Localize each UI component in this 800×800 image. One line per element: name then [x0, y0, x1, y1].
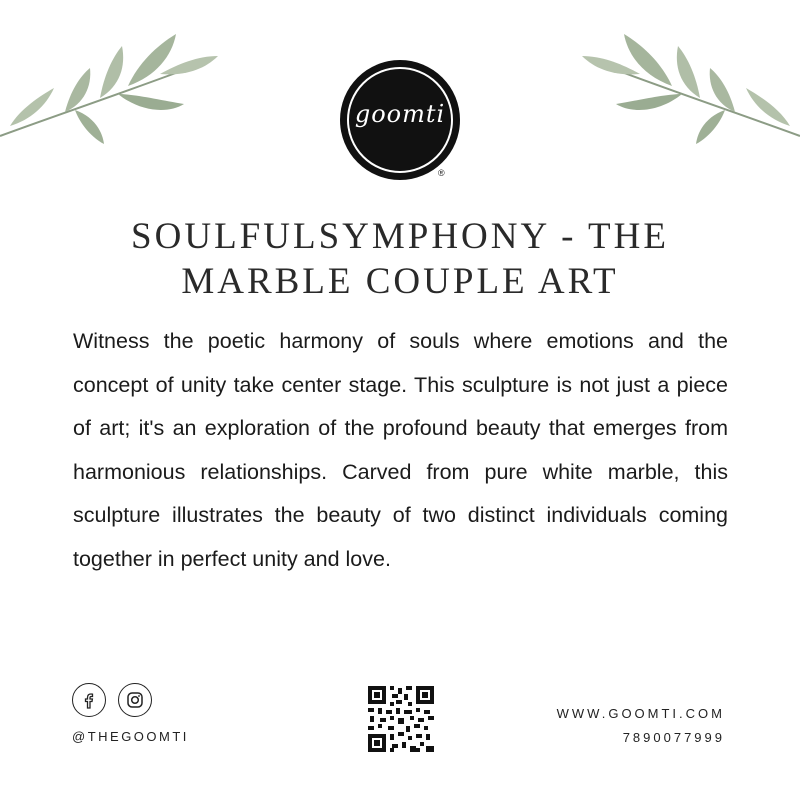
brand-logo [340, 60, 460, 180]
facebook-icon [81, 691, 97, 709]
leaf-branch-left [0, 14, 230, 154]
website-link[interactable]: WWW.GOOMTI.COM [556, 706, 725, 721]
registered-mark: ® [438, 168, 445, 178]
qr-code[interactable] [368, 686, 434, 752]
leaf-branch-right [570, 14, 800, 154]
facebook-button[interactable] [72, 683, 106, 717]
logo-text: goomti [354, 100, 446, 128]
product-title: SOULFULSYMPHONY - THE MARBLE COUPLE ART [131, 216, 669, 302]
phone-number[interactable]: 7890077999 [622, 730, 725, 745]
social-links [72, 683, 152, 717]
social-handle: @THEGOOMTI [72, 729, 189, 744]
product-description: Witness the poetic harmony of souls where emotions and the concept of unity take center stage. This sculpture is not just a piece of art; it's an exploration of the profound beauty that emerges from harmonious relationships. Carved from pure white marble, this sculpture illustrates the beauty of two distinct individuals coming together in perfect unity and love. [73, 329, 728, 571]
instagram-icon [126, 691, 144, 709]
instagram-button[interactable] [118, 683, 152, 717]
